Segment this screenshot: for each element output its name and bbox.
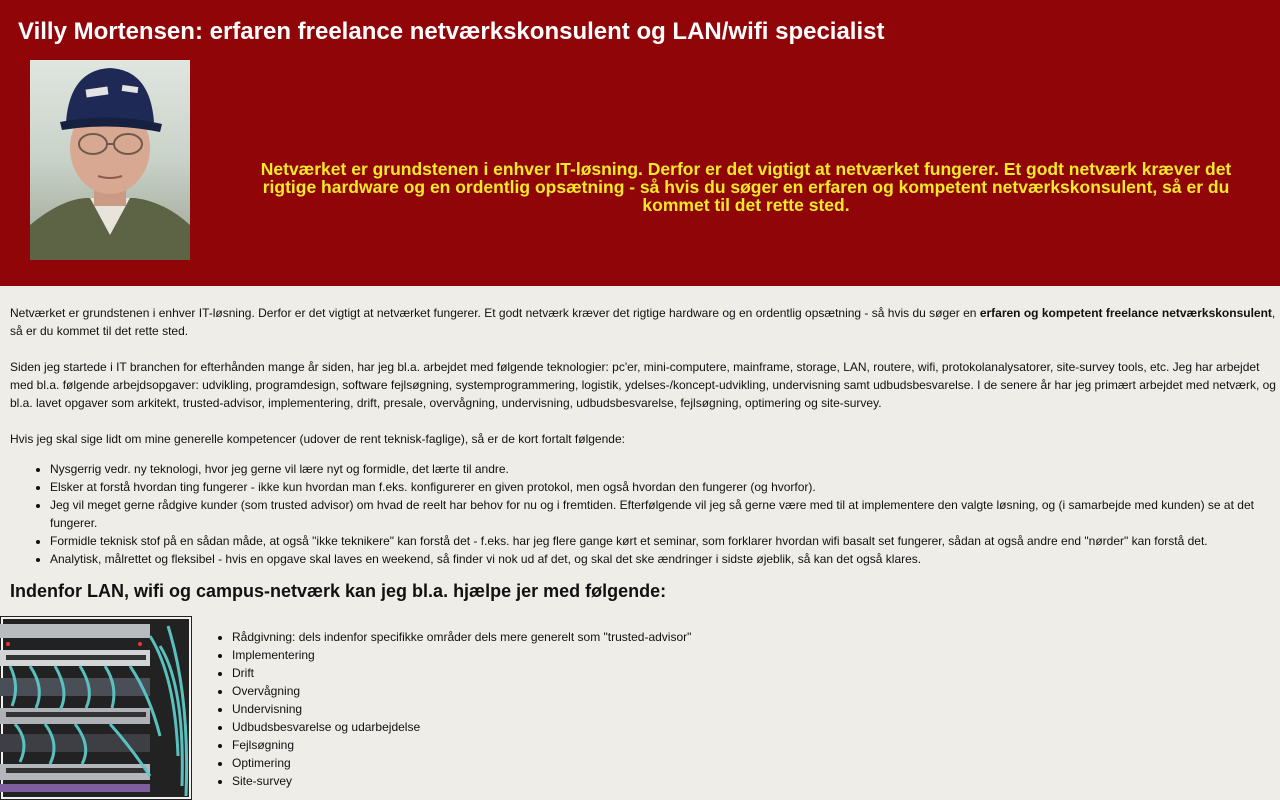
list-item: • Overvågning	[232, 682, 691, 700]
site-title: Villy Mortensen: erfaren freelance netværkskonsulent og LAN/wifi specialist	[18, 18, 885, 45]
list-item: • Formidle teknisk stof på en sådan måde, at også "ikke teknikere" kan forstå det - f.eks. har jeg flere gange kørt et seminar, som forklarer hvordan wifi basalt set fungerer, sådan at også andre end "nørder" kan forstå det.	[50, 532, 1278, 550]
list-item: • Nysgerrig vedr. ny teknologi, hvor jeg gerne vil lære nyt og formidle, det lærte til andre.	[50, 460, 1278, 478]
list-item: • Implementering	[232, 646, 691, 664]
list-item: • Optimering	[232, 754, 691, 772]
network-rack-photo	[0, 616, 192, 800]
intro-highlight: erfaren og kompetent freelance netværkskonsulent	[979, 306, 1272, 320]
intro-paragraph	[10, 304, 1278, 340]
competences-list	[10, 460, 1278, 568]
list-item: • Fejlsøgning	[232, 736, 691, 754]
portrait-photo	[30, 60, 190, 260]
experience-paragraph: Siden jeg startede i IT branchen for efterhånden mange år siden, har jeg bl.a. arbejdet med følgende teknologier: pc'er, mini-computere, mainframe, storage, LAN, routere, wifi, protokolanalysatorer, site-survey tools, etc. Jeg har arbejdet med bl.a. følgende arbejdsopgaver: udvikling, programdesign, software fejlsøgning, systemprogrammering, logistik, ydelses-/koncept-udvikling, undervisning samt udbudsbesvarelse. I de senere år har jeg primært arbejdet med netværk, og bl.a. lavet opgaver som arkitekt, trusted-advisor, implementering, drift, presale, overvågning, undervisning, udbudsbesvarelse, fejlsøgning, optimering og site-survey.	[10, 360, 1276, 410]
list-item: • Drift	[232, 664, 691, 682]
list-item: • Jeg vil meget gerne rådgive kunder (som trusted advisor) om hvad de reelt har behov for nu og i fremtiden. Efterfølgende vil jeg så gerne være med til at implementere den valgte løsning, og (i samarbejde med kunden) se at det fungerer.	[50, 496, 1278, 532]
intro-text-end: , så er du kommet til det rette sted.	[10, 306, 1276, 338]
list-item: • Udbudsbesvarelse og udarbejdelse	[232, 718, 691, 736]
list-item: • Elsker at forstå hvordan ting fungerer - ikke kun hvordan man f.eks. konfigurerer en given protokol, men også hvordan den fungerer (og hvorfor).	[50, 478, 1278, 496]
intro-text: Netværket er grundstenen i enhver IT-løsning. Derfor er det vigtigt at netværket fungerer. Et godt netværk kræver det rigtige hardware og en ordentlig opsætning - så hvis du søger en	[10, 306, 980, 320]
list-item: • Undervisning	[232, 700, 691, 718]
services-list	[192, 628, 691, 790]
main-content	[10, 304, 1278, 572]
site-header	[0, 0, 1280, 286]
competences-intro: Hvis jeg skal sige lidt om mine generelle kompetencer (udover de rent teknisk-faglige), så er de kort fortalt følgende:	[10, 432, 625, 446]
list-item: • Site-survey	[232, 772, 691, 790]
tagline: Netværket er grundstenen i enhver IT-løsning. Derfor er det vigtigt at netværket fungerer. Et godt netværk kræver det rigtige hardware og en ordentlig opsætning - så hvis du søger en erfaren og kompetent netværkskonsulent, så er du kommet til det rette sted.	[260, 159, 1232, 215]
list-item: • Rådgivning: dels indenfor specifikke områder dels mere generelt som "trusted-advisor"	[232, 628, 691, 646]
services-heading: Indenfor LAN, wifi og campus-netværk kan jeg bl.a. hjælpe jer med følgende:	[10, 581, 667, 601]
list-item: • Analytisk, målrettet og fleksibel - hvis en opgave skal laves en weekend, så finder vi nok ud af det, og skal det ske ændringer i sidste øjeblik, så kan det også klares.	[50, 550, 1278, 568]
